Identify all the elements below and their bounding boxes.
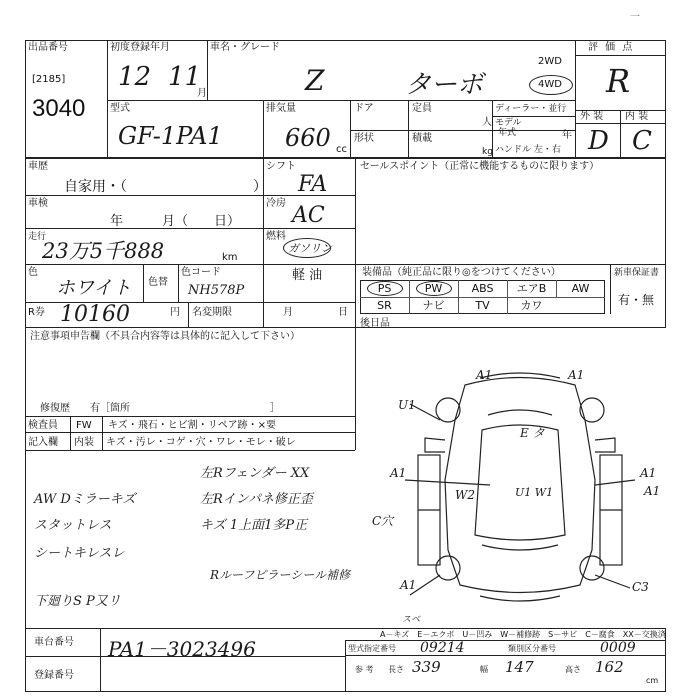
- day-label: 日: [338, 307, 348, 318]
- car-name-value: Z: [305, 64, 325, 97]
- interior-label: 内 装: [625, 111, 649, 122]
- color-value: ホワイト: [56, 277, 132, 299]
- grade-value: ターボ: [405, 70, 484, 100]
- note-line-5: キズ 1上面1多P正: [200, 518, 308, 533]
- modelyear-label1: モデル: [495, 118, 522, 128]
- mark-a1-side-right: A1: [640, 466, 657, 480]
- model-label: 型式: [110, 103, 130, 114]
- height-label: 高さ: [565, 665, 581, 674]
- exterior-label: 外 装: [580, 111, 604, 122]
- km-unit: km: [222, 252, 238, 263]
- color-code-value: NH578P: [188, 283, 245, 298]
- lot-label: 出品番号: [28, 42, 68, 53]
- repair-label: 修復歴 有［箇所 ］: [40, 403, 280, 414]
- history-value: 自家用・（ ）: [64, 179, 267, 195]
- drive-2wd: 2WD: [538, 56, 562, 67]
- ac-value: AC: [292, 203, 325, 228]
- equip-sr: SR: [377, 299, 392, 312]
- note-line-6: シートキレスレ: [34, 546, 125, 561]
- rear-items-label: 後日品: [360, 318, 390, 329]
- kg-unit: kg: [482, 147, 493, 157]
- equip-aw: AW: [571, 282, 590, 295]
- length-label: 長さ: [388, 665, 404, 674]
- yen-unit: 円: [170, 307, 180, 318]
- recycle-value: 10160: [60, 302, 130, 327]
- height-value: 162: [595, 658, 624, 676]
- note-line-1: 左Rフェンダー XX: [200, 466, 310, 481]
- cm-unit: cm: [646, 676, 659, 685]
- interior-grade: C: [632, 126, 652, 156]
- mileage-label: 走行: [28, 232, 47, 242]
- warranty-label: 新車保証書: [614, 268, 660, 278]
- eval-score: R: [606, 62, 631, 100]
- equip-tv: TV: [475, 299, 490, 312]
- color-label: 色: [28, 267, 38, 278]
- inspector-label: 検査員: [28, 420, 58, 431]
- reg-label: 登録番号: [34, 670, 74, 681]
- exterior-grade: D: [588, 126, 609, 156]
- warranty-value: 有・無: [618, 293, 655, 307]
- inspection-value: 年 月（ 日）: [110, 214, 241, 229]
- disp-label: 排気量: [266, 103, 296, 114]
- length-value: 339: [412, 658, 441, 676]
- mark-w2: W2: [455, 488, 475, 502]
- month-label: 月: [283, 307, 293, 318]
- ac-label: 冷房: [266, 198, 286, 209]
- car-name-label: 車名・グレード: [210, 42, 280, 53]
- selling-points-label: セールスポイント（正常に機能するものに限ります）: [360, 161, 600, 172]
- model-spec-label: 型式指定番号: [348, 644, 396, 653]
- equip-airbag: エアB: [516, 282, 547, 295]
- person-unit: 人: [482, 117, 492, 128]
- fw-label: FW: [76, 420, 92, 431]
- eval-label: 評 価 点: [588, 42, 635, 53]
- shift-label: シフト: [266, 161, 296, 172]
- year-unit: 年: [562, 130, 572, 141]
- fuel-label: 燃料: [266, 231, 286, 242]
- notice-label: 注意事項申告欄（不具合内容等は具体的に記入して下さい）: [30, 331, 300, 342]
- capacity-label: 定員: [412, 103, 432, 114]
- first-reg-label: 初度登録年月: [110, 42, 170, 53]
- lot-sub: [2185]: [32, 74, 66, 85]
- entry-label: 記入欄: [28, 437, 58, 448]
- width-label: 幅: [480, 665, 488, 674]
- modelyear-label2: 年式: [498, 128, 517, 138]
- displacement-value: 660: [285, 124, 331, 152]
- mark-a1-front-right: A1: [568, 368, 585, 382]
- mark-sube: スベ: [402, 615, 421, 625]
- note-line-4: スタットレス: [34, 518, 112, 533]
- note-line-2: AW Dミラーキズ: [34, 492, 136, 507]
- interior-items: キズ・汚レ・コゲ・穴・ワレ・モレ・破レ: [106, 437, 296, 448]
- note-line-7: Rルーフピラーシール補修: [210, 568, 350, 582]
- mark-a1-front-left: A1: [476, 368, 493, 382]
- legend: A－キズ E－エクボ U－凹み W－補修跡 S－サビ C－腐食 XX－交換済: [380, 630, 666, 639]
- shape-label: 形状: [354, 133, 374, 144]
- handle-label: ハンドル 左・右: [495, 145, 561, 155]
- chassis-label: 車台番号: [34, 637, 74, 648]
- mileage-value: 23万5千888: [42, 239, 165, 263]
- equip-pw: PW: [424, 282, 443, 295]
- dealer-label: ディーラー・並行: [495, 104, 567, 114]
- inspection-label: 車検: [28, 198, 48, 209]
- fuel-gas: ガソリン: [288, 242, 332, 255]
- load-label: 積載: [412, 133, 432, 144]
- equipment-title: 装備品（純正品に限り◎をつけてください）: [362, 267, 561, 278]
- chassis-value: PA1－3023496: [108, 637, 256, 661]
- corner-mark: 一: [630, 12, 640, 23]
- interior-cell: 内装: [74, 437, 94, 448]
- recycle-label: R券: [28, 307, 45, 318]
- class-label: 類別区分番号: [508, 644, 556, 653]
- ref-label: 参 考: [355, 665, 374, 674]
- mark-u1-left: U1: [398, 398, 416, 412]
- mark-c3: C3: [632, 580, 649, 594]
- width-value: 147: [505, 658, 534, 676]
- mark-u1w1: U1 W1: [515, 486, 554, 499]
- model-code: GF-1PA1: [118, 122, 223, 150]
- model-spec-value: 09214: [420, 640, 465, 656]
- history-label: 車歴: [28, 161, 48, 172]
- equip-ps: PS: [377, 282, 392, 295]
- month-unit: 月: [197, 88, 207, 99]
- mark-et: E タ: [520, 426, 545, 440]
- note-line-8: 下廻りS P又リ: [34, 594, 121, 609]
- fw-items: キズ・飛石・ヒビ割・リペア跡・×要: [108, 420, 276, 431]
- note-cano: C穴: [372, 514, 394, 528]
- class-value: 0009: [600, 640, 636, 656]
- lot-number: 3040: [32, 95, 86, 122]
- fuel-diesel: 軽 油: [292, 268, 323, 283]
- equip-navi: ナビ: [422, 299, 445, 312]
- drive-4wd: 4WD: [538, 79, 562, 90]
- shift-value: FA: [298, 172, 328, 197]
- color-change-label: 色替: [148, 277, 168, 288]
- mark-a1-right2: A1: [644, 484, 661, 498]
- first-reg-month: 11: [168, 62, 202, 92]
- note-line-3: 左Rインパネ修正歪: [200, 492, 313, 507]
- equip-abs: ABS: [471, 282, 494, 295]
- color-code-label: 色コード: [181, 267, 221, 278]
- first-reg-year: 12: [118, 62, 152, 92]
- equip-leather: カワ: [520, 299, 543, 312]
- cc-unit: cc: [336, 144, 347, 155]
- mark-a1-rear-left: A1: [400, 578, 417, 592]
- nameplate-label: 名変期限: [192, 307, 232, 318]
- door-label: ドア: [354, 103, 374, 114]
- mark-a1-side-left: A1: [390, 466, 407, 480]
